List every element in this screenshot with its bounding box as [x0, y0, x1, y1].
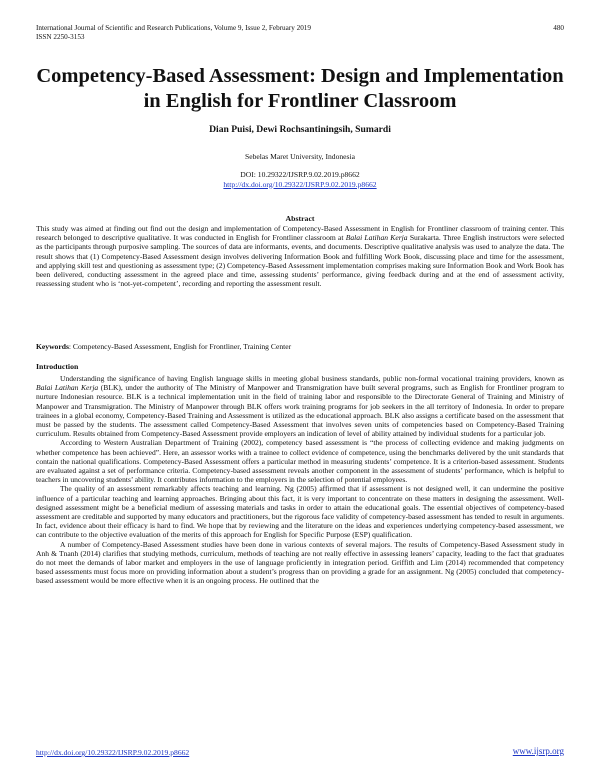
- issn: ISSN 2250-3153: [36, 33, 85, 41]
- paragraph: The quality of an assessment remarkably affects teaching and learning. Ng (2005) affirmed that if assessment is not designed well, it can undermine the positive influence of a particular teaching and learning approaches. Bringing about this fact, it is very important to concentrate on these matters in designing the assessment. Well-designed assessment might be a beneficial medium of assessing materials and tasks in order to attain the educational goals. The essential objectives of competency-based assessment are creditable and supported by many educators and practitioners, but the rigorous face validity of competency-based assessment has tended to result in arguments. In fact, evidence about their efficacy is hard to find. We hope that by reviewing and the literature on the ideas and experiences underlying competency-based assessment, we can contribute to the objective evaluation of the merits of this approach for English for Specific Purpose (ESP) qualification.: [36, 484, 564, 540]
- page-number: 480: [553, 24, 564, 32]
- abstract-text: [36, 224, 564, 288]
- keywords: [36, 342, 564, 351]
- author-list: Dian Puisi, Dewi Rochsantiningsih, Sumardi: [209, 124, 391, 135]
- paragraph: [36, 374, 564, 438]
- paragraph-part: (BLK), under the authority of The Ministry of Manpower and Transmigration have built several programs, such as English for Frontliner program to nurture Indonesian resource. BLK is a technical implementation unit in the field of training labor and responsible to the Directorate General of Training and Ministry of Manpower and Transmigration. The Ministry of Manpower through BLK offers work training programs for job seekers in the all territory of Indonesia. In order to prepare trainees in a global economy, Competency-Based Training and Assessment is utilized as the educational approach. BLK also assigns a certificate based on the assessment that must be passed by the students. The assessment called Competency-Based Assessment that involves seven units of competencies based on Competency-Based Training curriculum. Results obtained from Competency-Based Assessment provide employers an indication of level of ability attained by individual students for a particular job.: [36, 383, 564, 439]
- running-header: [36, 24, 311, 42]
- footer-site-link[interactable]: www.ijsrp.org: [512, 746, 564, 756]
- introduction-heading: Introduction: [36, 362, 79, 371]
- paper-title: Competency-Based Assessment: Design and Implementation in English for Frontliner Classroom: [36, 65, 564, 112]
- abstract-heading: Abstract: [285, 214, 315, 223]
- introduction-body: [36, 374, 564, 586]
- doi-block: [30, 170, 570, 189]
- paragraph-part: Understanding the significance of having English language skills in meeting global business standards, public non-formal vocational training providers, known as: [60, 374, 564, 383]
- doi-link[interactable]: http://dx.doi.org/10.29322/IJSRP.9.02.2019.p8662: [223, 179, 377, 189]
- doi-text: DOI: 10.29322/IJSRP.9.02.2019.p8662: [240, 170, 360, 179]
- abstract-italic: Balai Latihan Kerja: [345, 233, 408, 243]
- affiliation: Sebelas Maret University, Indonesia: [244, 152, 355, 161]
- keywords-label: Keywords: [36, 342, 69, 351]
- journal-name: International Journal of Scientific and Research Publications, Volume 9, Issue 2, February 2019: [36, 24, 311, 32]
- paragraph: A number of Competency-Based Assessment studies have been done in various contexts of several majors. The results of Competency-Based Assessment study in Anh & Tnanh (2014) clarifies that studying methods, curriculum, methods of teaching are not really effective in assessing leaners’ capacity, leading to the fact that graduates do not meet the demands of labor market and employers in the use of language proficiently in integration period. Griffith and Lim (2014) recommended that competency based assessments must focus more on providing information about a student’s progress than on providing a grade for an assignment. Ng (2005) concluded that competency-based assessment would be more effective when it is an ongoing process. He outlined that the: [36, 539, 564, 586]
- footer-site: [513, 746, 564, 756]
- footer-doi: [36, 748, 189, 757]
- footer-doi-link[interactable]: http://dx.doi.org/10.29322/IJSRP.9.02.2019.p8662: [36, 748, 190, 757]
- paragraph: According to Western Australian Department of Training (2002), competency based assessment is “the process of collecting evidence and making judgments on whether competence has been achieved”. Here, an assessor works with a trainee to collect evidence of competence, using the benchmarks delivered by the unit standards that contain the national qualifications. Competency-Based Assessment offers a particular method in measuring students’ competence. It is a criterion-based assessment. Students are evaluated against a set of performance criteria. Competency-based assessment reveals another component in the assessment of students’ performance, which is helpful to teachers in uncovering students’ ability. It contributes information to the employers in the selection of potential employees.: [36, 438, 564, 485]
- paragraph-italic: Balai Latihan Kerja: [36, 383, 99, 393]
- abstract-part: Surakarta. Three English instructors were selected as the participants through purposive sampling. The sources of data are informants, events, and documents. Descriptive qualitative analysis was used to analyze the data. The result shows that (1) Competency-Based Assessment design involves delivering Information Book and fulfilling Work Book, discussing place and time for the assessment, and applying skill test and questioning as assessment type; (2) Competency-Based Assessment implementation comprises making sure Information Book and Work Book has been delivered, conducting assessment in the agreed place and time, assessing students’ performance, giving feedback during and at the end of assessment activity, reassessing student who is ‘not-yet-competent’, recording and reporting the assessment result.: [36, 233, 564, 289]
- abstract-part: This study was aimed at finding out find out the design and implementation of Competency-Based Assessment in English for Frontliner classroom of training center. This research belonged to descriptive qualitative. It was conducted in English for Frontliner classroom at: [36, 224, 564, 243]
- keywords-text: : Competency-Based Assessment, English for Frontliner, Training Center: [68, 342, 292, 351]
